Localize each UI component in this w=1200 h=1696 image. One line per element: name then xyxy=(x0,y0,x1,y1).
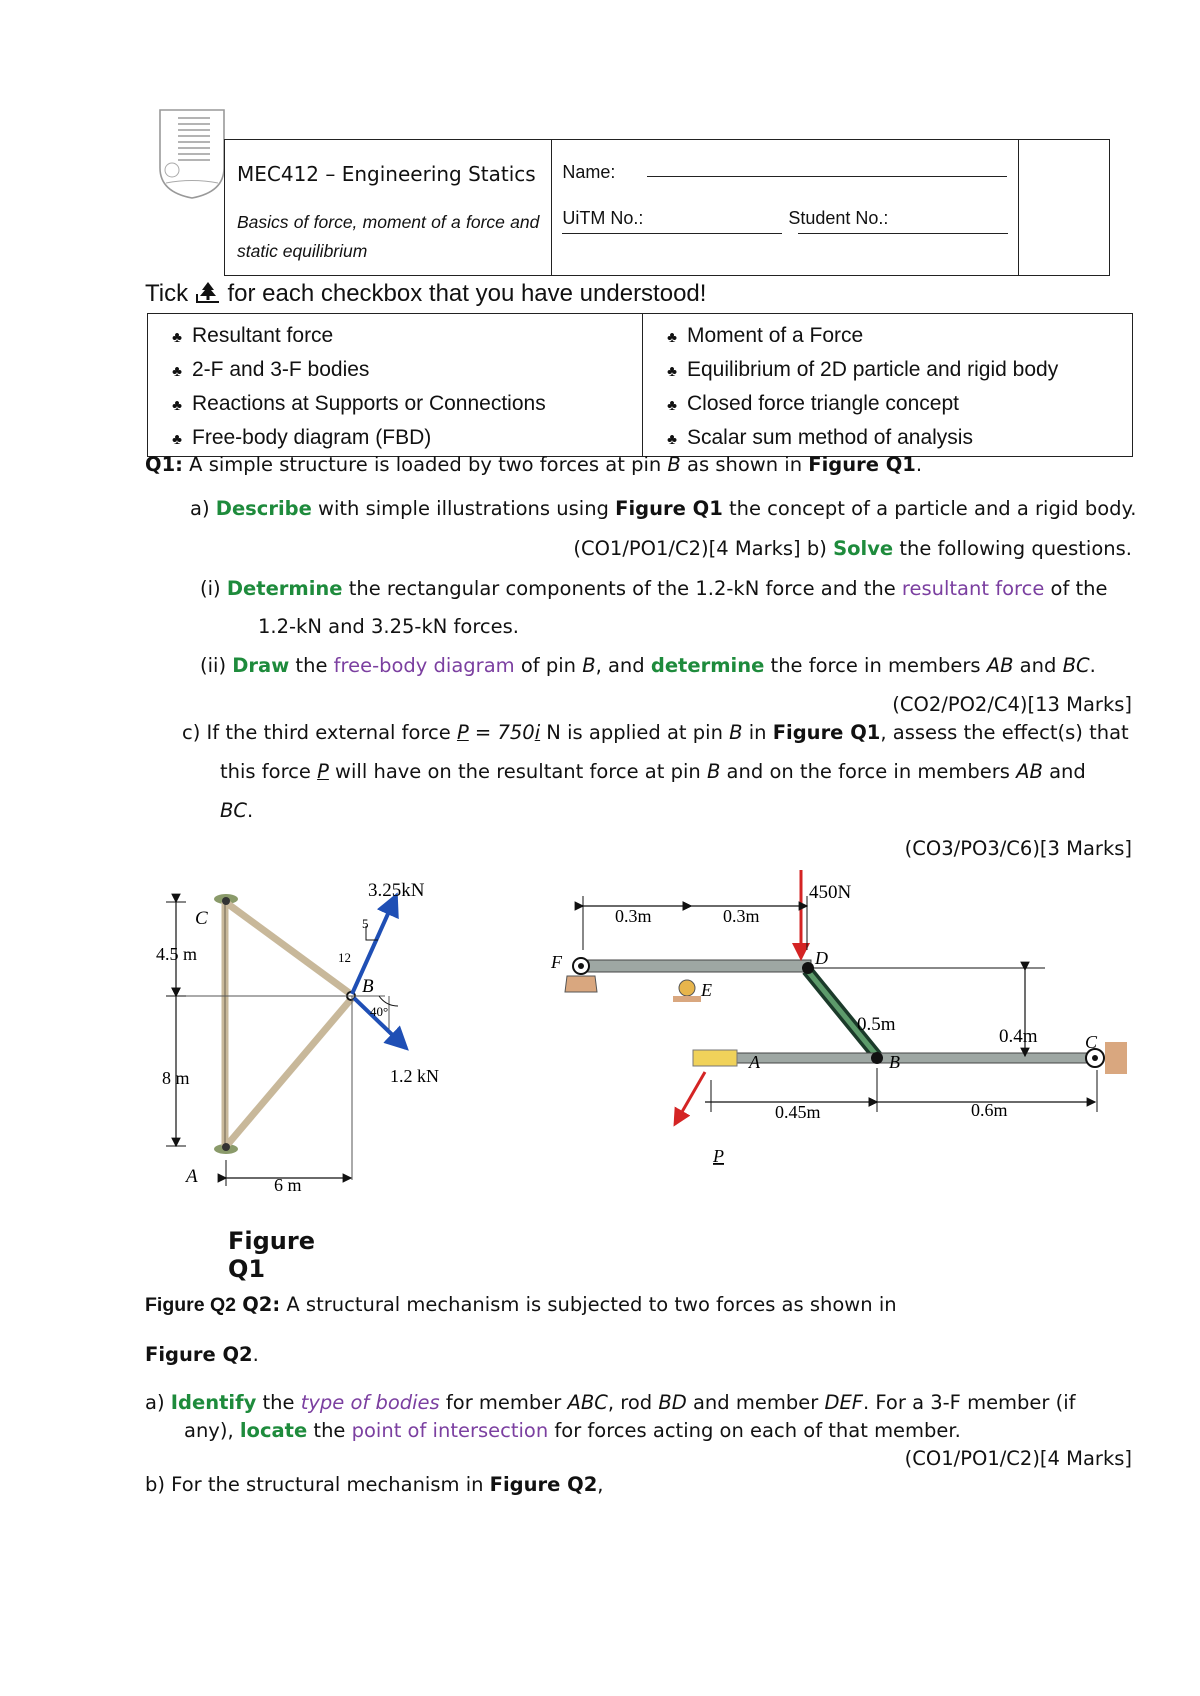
q1a-marks: (CO1/PO1/C2)[4 Marks] b) Solve the following questions. xyxy=(573,537,1132,560)
figure-q2-mechanism xyxy=(545,870,1135,1170)
angle-label: 40° xyxy=(370,1004,389,1019)
checkbox-item[interactable]: ♣ Moment of a Force xyxy=(657,320,1132,354)
dim-04: 0.4m xyxy=(999,1026,1038,1047)
university-logo xyxy=(158,108,226,200)
q1a-text: a) Describe with simple illustrations using Figure Q1 the concept of a particle and a rigid body. xyxy=(190,497,1137,520)
tree-bullet-icon: ♣ xyxy=(667,431,677,448)
point-e-label: E xyxy=(701,980,712,1000)
slope-5: 5 xyxy=(362,916,369,931)
dim-6: 6 m xyxy=(274,1175,302,1195)
q2a-text: a) Identify the type of bodies for member ABC, rod BD and member DEF. For a 3-F member (if xyxy=(145,1391,1076,1414)
q2-intro: Figure Q2 Q2: A structural mechanism is subjected to two forces as shown in xyxy=(145,1293,897,1316)
dim-05: 0.5m xyxy=(857,1014,896,1035)
force-label-325: 3.25kN xyxy=(368,880,425,901)
point-c-label: C xyxy=(1085,1032,1098,1052)
point-f-label: F xyxy=(551,952,562,972)
q1c-text-line3: BC. xyxy=(220,799,254,822)
course-title: MEC412 – Engineering Statics xyxy=(237,162,536,186)
q1c-text: c) If the third external force P = 750i N is applied at pin B in Figure Q1, assess the effect(s) that xyxy=(182,721,1129,744)
point-b-label: B xyxy=(889,1052,900,1072)
figure-q1-truss xyxy=(140,860,480,1200)
figure-caption: Figure Q1 xyxy=(228,1227,315,1283)
q1bi-text-line2: 1.2-kN and 3.25-kN forces. xyxy=(258,615,520,638)
checklist-title: Tick for each checkbox that you have understood! xyxy=(145,280,707,307)
student-no-label: Student No.: xyxy=(788,208,889,228)
slope-12: 12 xyxy=(338,950,351,965)
load-450-label: 450N xyxy=(809,882,852,903)
q2a-text-line2: any), locate the point of intersection for forces acting on each of that member. xyxy=(184,1419,961,1442)
checkbox-item[interactable]: ♣ Scalar sum method of analysis xyxy=(657,422,1132,456)
q2a-marks: (CO1/PO1/C2)[4 Marks] xyxy=(904,1447,1132,1470)
tree-bullet-icon: ♣ xyxy=(667,363,677,380)
name-field[interactable] xyxy=(647,176,1007,177)
dim-06: 0.6m xyxy=(971,1100,1008,1120)
point-d-label: D xyxy=(815,948,828,968)
header-table xyxy=(224,139,1110,276)
checkbox-item[interactable]: ♣ 2-F and 3-F bodies xyxy=(162,354,642,388)
dim-045: 0.45m xyxy=(775,1102,821,1122)
q2-intro-line2: Figure Q2. xyxy=(145,1343,259,1366)
checkbox-item[interactable]: ♣ Reactions at Supports or Connections xyxy=(162,388,642,422)
dim-03-b: 0.3m xyxy=(723,906,760,926)
name-label: Name: xyxy=(562,162,616,182)
dim-45: 4.5 m xyxy=(156,944,198,964)
checklist-table xyxy=(147,313,1133,457)
q1c-marks: (CO3/PO3/C6)[3 Marks] xyxy=(904,837,1132,860)
tree-bullet-icon: ♣ xyxy=(172,397,182,414)
checkbox-item[interactable]: ♣ Free-body diagram (FBD) xyxy=(162,422,642,456)
dim-03-a: 0.3m xyxy=(615,906,652,926)
tick-symbol-icon xyxy=(195,280,221,304)
uitm-no-field[interactable] xyxy=(562,233,782,234)
tree-bullet-icon: ♣ xyxy=(172,329,182,346)
student-no-field[interactable] xyxy=(798,233,1008,234)
point-a-label: A xyxy=(749,1052,760,1072)
topic-title: Basics of force, moment of a force and static equilibrium xyxy=(237,212,540,261)
tree-bullet-icon: ♣ xyxy=(667,329,677,346)
joint-c-label: C xyxy=(195,908,208,929)
joint-a-label: A xyxy=(186,1166,198,1187)
tree-bullet-icon: ♣ xyxy=(667,397,677,414)
force-label-12: 1.2 kN xyxy=(390,1066,439,1086)
checkbox-item[interactable]: ♣ Closed force triangle concept xyxy=(657,388,1132,422)
q1bi-text: (i) Determine the rectangular components of the 1.2-kN force and the resultant force of the xyxy=(200,577,1108,600)
checkbox-item[interactable]: ♣ Resultant force xyxy=(162,320,642,354)
marks-box xyxy=(1018,140,1109,276)
q1bii-text: (ii) Draw the free-body diagram of pin B, and determine the force in members AB and BC. xyxy=(200,654,1096,677)
q1c-text-line2: this force P will have on the resultant force at pin B and on the force in members AB and xyxy=(220,760,1086,783)
q1bii-marks: (CO2/PO2/C4)[13 Marks] xyxy=(892,693,1132,716)
q1-intro: Q1: A simple structure is loaded by two forces at pin B as shown in Figure Q1. xyxy=(145,453,923,476)
force-p-label: P xyxy=(713,1146,724,1166)
tree-bullet-icon: ♣ xyxy=(172,363,182,380)
joint-b-label: B xyxy=(362,976,374,997)
uitm-no-label: UiTM No.: xyxy=(562,208,644,228)
dim-8: 8 m xyxy=(162,1068,190,1088)
tree-bullet-icon: ♣ xyxy=(172,431,182,448)
checkbox-item[interactable]: ♣ Equilibrium of 2D particle and rigid body xyxy=(657,354,1132,388)
q2b-text: b) For the structural mechanism in Figure Q2, xyxy=(145,1473,604,1496)
